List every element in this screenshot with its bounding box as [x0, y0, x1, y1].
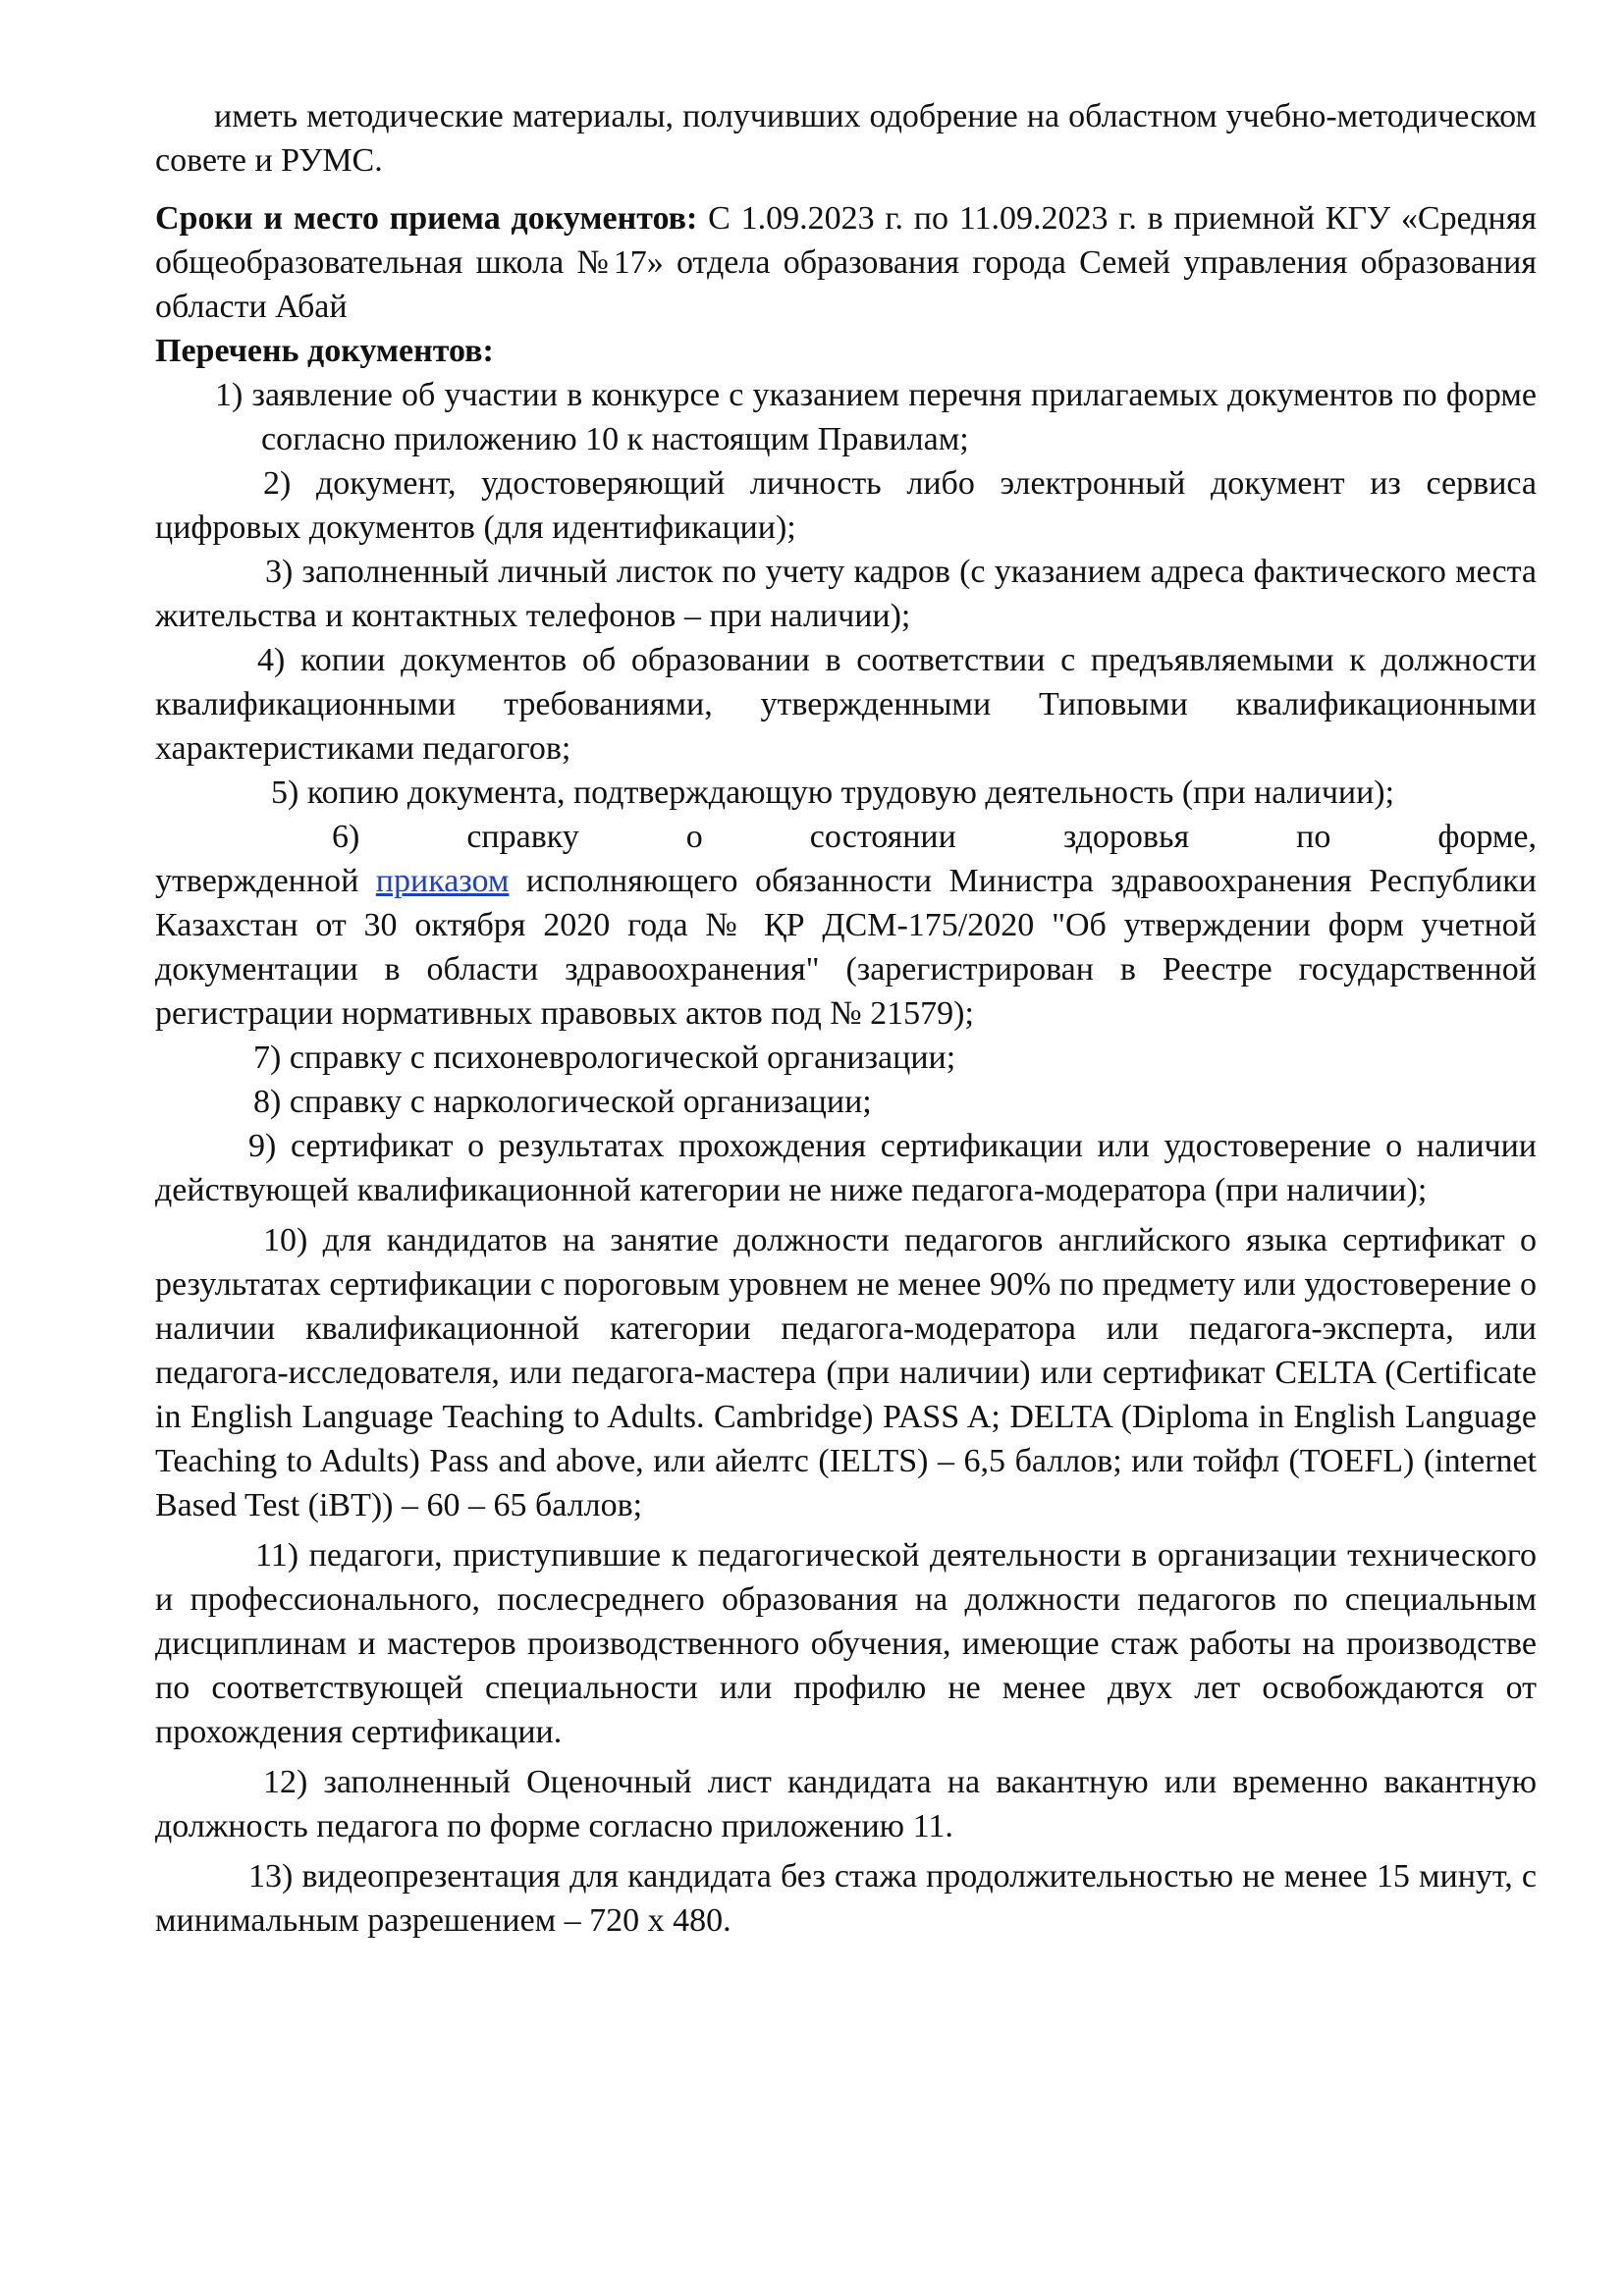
- word: форме,: [1437, 819, 1537, 855]
- list-item-6: [155, 815, 1537, 1036]
- word: по: [1296, 819, 1331, 855]
- word: о: [685, 819, 703, 855]
- list-item-13: 13) видеопрезентация для кандидата без стажа продолжительностью не менее 15 минут, с минимальным разрешением – 720 х 480.: [155, 1858, 1537, 1939]
- list-item-1: 1) заявление об участии в конкурсе с указанием перечня прилагаемых документов по форме согласно приложению 10 к настоящим Правилам;: [215, 377, 1537, 457]
- list-item-10: 10) для кандидатов на занятие должности педагогов английского языка сертификат о результатах сертификации с пороговым уровнем не менее 90% по предмету или удостоверение о наличии квалификационной категории педагога-модератора или педагога-эксперта, или педагога-исследователя, или педагога-мастера (при наличии) или сертификат CELTA (Certificate in English Language Teaching to Adults. Cambridge) PASS A; DELTA (Diploma in English Language Teaching to Adults) Pass and above, или айелтс (IELTS) – 6,5 баллов; или тойфл (TOEFL) (internet Based Test (iBT)) – 60 – 65 баллов;: [155, 1222, 1537, 1523]
- list-item-7: 7) справку с психоневрологической организации;: [253, 1040, 956, 1076]
- list-item-5: 5) копию документа, подтверждающую трудовую деятельность (при наличии);: [271, 774, 1395, 811]
- list-item-11: 11) педагоги, приступившие к педагогической деятельности в организации технического и профессионального, послесреднего образования на должности педагогов по специальным дисциплинам и мастеров производственного обучения, имеющие стаж работы на производстве по соответствующей специальности или профилю не менее двух лет освобождаются от прохождения сертификации.: [155, 1537, 1537, 1750]
- order-link[interactable]: приказом: [375, 863, 510, 899]
- list-item-3: 3) заполненный личный листок по учету кадров (с указанием адреса фактического места жительства и контактных телефонов – при наличии);: [155, 554, 1537, 634]
- word: 6): [332, 819, 360, 855]
- word: здоровья: [1062, 819, 1190, 855]
- list-item-9: 9) сертификат о результатах прохождения сертификации или удостоверение о наличии действующей квалификационной категории не ниже педагога-модератора (при наличии);: [155, 1128, 1537, 1208]
- word: состоянии: [809, 819, 956, 855]
- paragraph-deadline: [155, 196, 1537, 329]
- list-item-6-body: [155, 859, 1537, 1036]
- list-item-6-first-line: [155, 815, 1537, 859]
- documents-list-heading: Перечень документов:: [155, 333, 494, 369]
- list-item-6-post: исполняющего обязанности Министра здравоохранения Республики Казахстан от 30 октября 2020 года № ҚР ДСМ-175/2020 "Об утверждении форм учетной документации в области здравоохранения" (зарегистрирован в Реестре государственной регистрации нормативных правовых актов под № 21579);: [155, 863, 1537, 1032]
- list-item-6-pre: утвержденной: [155, 863, 376, 899]
- list-item-12: 12) заполненный Оценочный лист кандидата на вакантную или временно вакантную должность педагога по форме согласно приложению 11.: [155, 1764, 1537, 1844]
- list-item-4: 4) копии документов об образовании в соответствии с предъявляемыми к должности квалификационными требованиями, утвержденными Типовыми квалификационными характеристиками педагогов;: [155, 642, 1537, 767]
- list-item-8: 8) справку с наркологической организации;: [253, 1084, 872, 1120]
- paragraph-methodical-materials: иметь методические материалы, получивших одобрение на областном учебно-методическом совете и РУМС.: [155, 98, 1537, 179]
- document-page: [155, 94, 1537, 1943]
- deadline-label: Сроки и место приема документов:: [155, 200, 698, 237]
- list-item-2: 2) документ, удостоверяющий личность либо электронный документ из сервиса цифровых документов (для идентификации);: [155, 465, 1537, 546]
- deadline-text: С 1.09.2023 г. по 11.09.2023 г. в приемной КГУ «Средняя общеобразовательная школа №17» отдела образования города Семей управления образования области Абай: [155, 200, 1537, 325]
- word: справку: [466, 819, 579, 855]
